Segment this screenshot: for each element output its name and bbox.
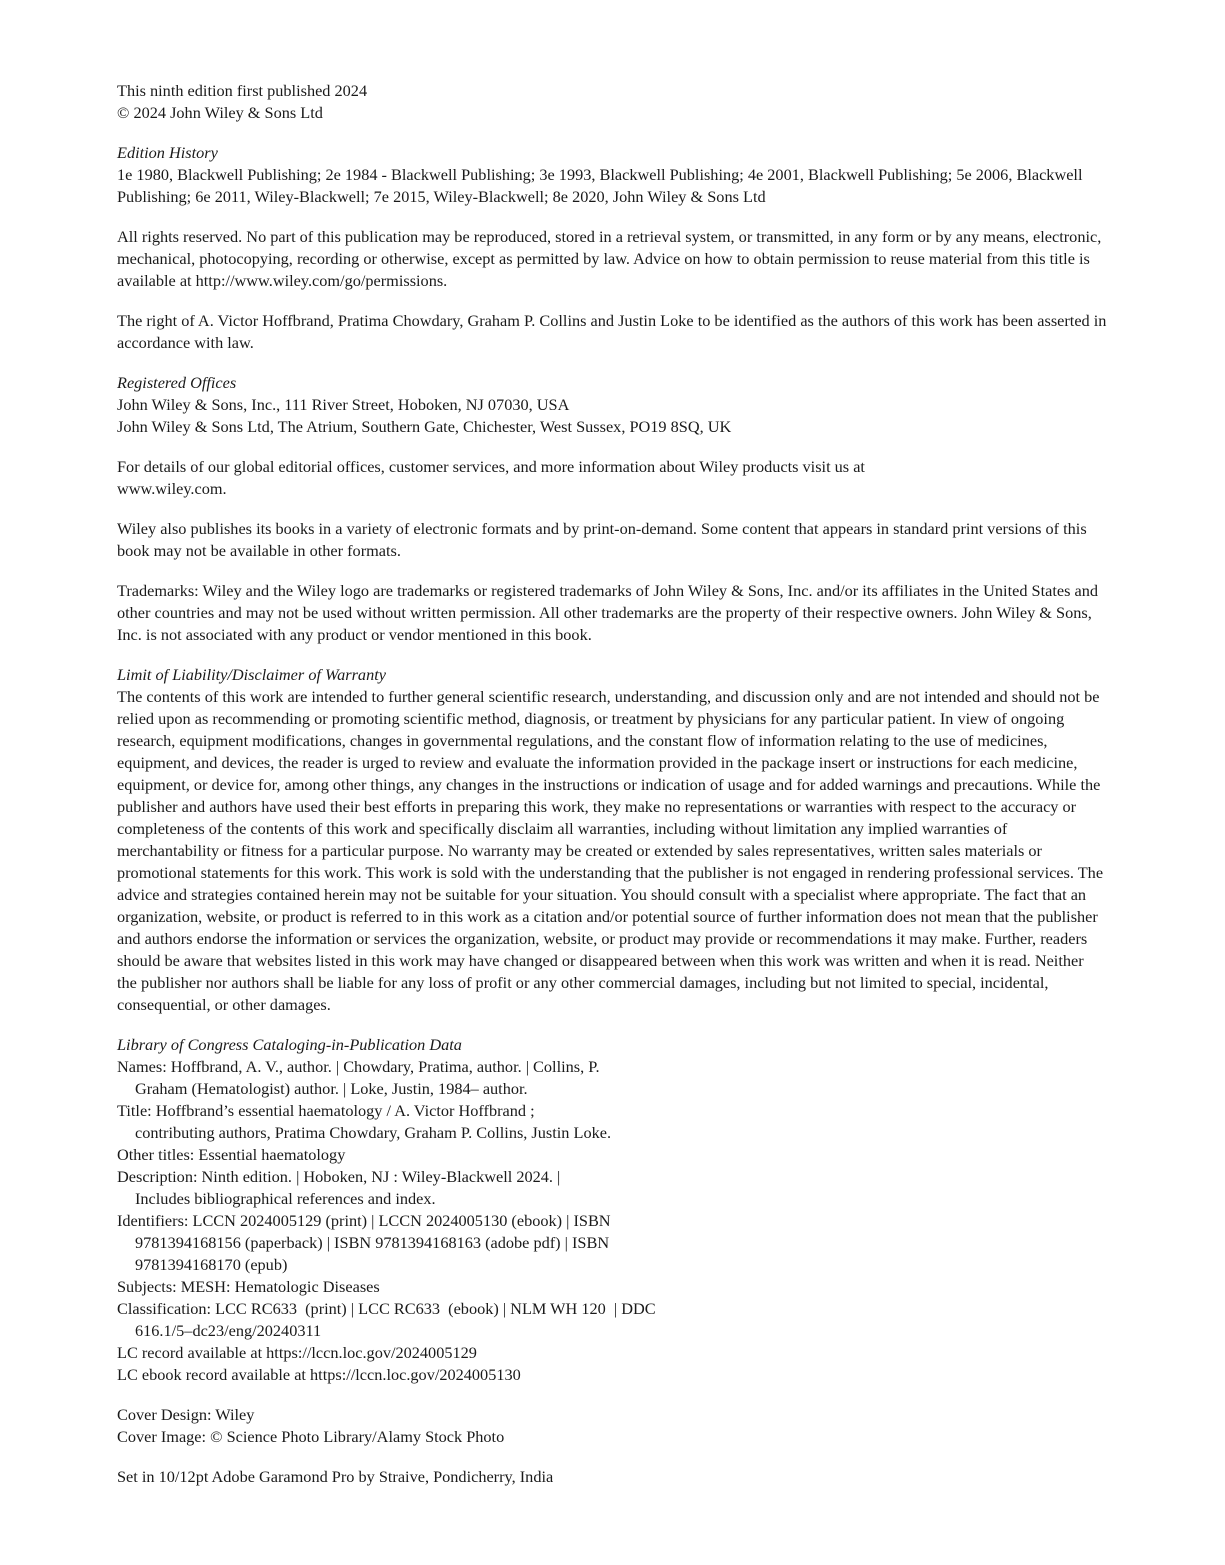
cip-title-cont: contributing authors, Pratima Chowdary, Graham P. Collins, Justin Loke. bbox=[135, 1123, 612, 1142]
trademarks-text: Trademarks: Wiley and the Wiley logo are trademarks or registered trademarks of John Wiley & Sons, Inc. and/or its affiliates in the United States and other countries and may not be used without written permission. All other trademarks are the property of their respective owners. John Wiley & Sons, Inc. is not associated with any product or vendor mentioned in this book. bbox=[117, 581, 1098, 644]
liability-heading: Limit of Liability/Disclaimer of Warranty bbox=[117, 665, 386, 684]
cip-subjects: Subjects: MESH: Hematologic Diseases bbox=[117, 1277, 380, 1296]
rights-text: All rights reserved. No part of this publication may be reproduced, stored in a retrieval system, or transmitted, in any form or by any means, electronic, mechanical, photocopying, recording or otherwise, except as permitted by law. Advice on how to obtain permission to reuse material from this title is available at http://www.wiley.com/go/permissions. bbox=[117, 227, 1102, 290]
registered-offices-block bbox=[117, 372, 1107, 438]
cover-design: Cover Design: Wiley bbox=[117, 1405, 255, 1424]
copyright-notice: © 2024 John Wiley & Sons Ltd bbox=[117, 103, 323, 122]
cip-lc-ebook-record: LC ebook record available at https://lccn.loc.gov/2024005130 bbox=[117, 1365, 521, 1384]
formats-text: Wiley also publishes its books in a variety of electronic formats and by print-on-demand. Some content that appears in standard print versions of this book may not be available in other formats. bbox=[117, 519, 1087, 560]
edition-block bbox=[117, 80, 1107, 124]
edition-history-text: 1e 1980, Blackwell Publishing; 2e 1984 - Blackwell Publishing; 3e 1993, Blackwell Publishing; 4e 2001, Blackwell Publishing; 5e 2006, Blackwell Publishing; 6e 2011, Wiley-Blackwell; 7e 2015, Wiley-Blackwell; 8e 2020, John Wiley & Sons Ltd bbox=[117, 165, 1083, 206]
liability-block bbox=[117, 664, 1107, 1016]
details-block bbox=[117, 456, 1107, 500]
trademarks-block bbox=[117, 580, 1107, 646]
authors-right-text: The right of A. Victor Hoffbrand, Pratima Chowdary, Graham P. Collins and Justin Loke to be identified as the authors of this work has been asserted in accordance with law. bbox=[117, 311, 1107, 352]
details-text: For details of our global editorial offices, customer services, and more information about Wiley products visit us at bbox=[117, 457, 865, 476]
cip-title: Title: Hoffbrand’s essential haematology / A. Victor Hoffbrand ; bbox=[117, 1101, 535, 1120]
cip-names-cont: Graham (Hematologist) author. | Loke, Justin, 1984– author. bbox=[135, 1079, 528, 1098]
registered-office-uk: John Wiley & Sons Ltd, The Atrium, Southern Gate, Chichester, West Sussex, PO19 8SQ, UK bbox=[117, 417, 732, 436]
cip-lc-record: LC record available at https://lccn.loc.gov/2024005129 bbox=[117, 1343, 477, 1362]
registered-office-usa: John Wiley & Sons, Inc., 111 River Street, Hoboken, NJ 07030, USA bbox=[117, 395, 570, 414]
cip-classification: Classification: LCC RC633 (print) | LCC RC633 (ebook) | NLM WH 120 | DDC bbox=[117, 1299, 656, 1318]
cip-heading: Library of Congress Cataloging-in-Publication Data bbox=[117, 1035, 462, 1054]
edition-first-published: This ninth edition first published 2024 bbox=[117, 81, 368, 100]
cip-other-titles: Other titles: Essential haematology bbox=[117, 1145, 346, 1164]
cover-block bbox=[117, 1404, 1107, 1448]
cip-identifiers-cont-2: 9781394168170 (epub) bbox=[135, 1255, 288, 1274]
formats-block bbox=[117, 518, 1107, 562]
copyright-page bbox=[117, 80, 1107, 1506]
cip-classification-cont: 616.1/5–dc23/eng/20240311 bbox=[135, 1321, 322, 1340]
cip-description-cont: Includes bibliographical references and index. bbox=[135, 1189, 436, 1208]
cip-identifiers: Identifiers: LCCN 2024005129 (print) | LCCN 2024005130 (ebook) | ISBN bbox=[117, 1211, 611, 1230]
cip-names: Names: Hoffbrand, A. V., author. | Chowdary, Pratima, author. | Collins, P. bbox=[117, 1057, 600, 1076]
cip-identifiers-cont-1: 9781394168156 (paperback) | ISBN 9781394168163 (adobe pdf) | ISBN bbox=[135, 1233, 610, 1252]
details-website: www.wiley.com. bbox=[117, 479, 227, 498]
edition-history-block bbox=[117, 142, 1107, 208]
edition-history-heading: Edition History bbox=[117, 143, 218, 162]
rights-block bbox=[117, 226, 1107, 292]
typeset-text: Set in 10/12pt Adobe Garamond Pro by Straive, Pondicherry, India bbox=[117, 1467, 554, 1486]
typeset-block bbox=[117, 1466, 1107, 1488]
cip-block bbox=[117, 1034, 1107, 1386]
cip-description: Description: Ninth edition. | Hoboken, NJ : Wiley-Blackwell 2024. | bbox=[117, 1167, 561, 1186]
liability-text: The contents of this work are intended to further general scientific research, understanding, and discussion only and are not intended and should not be relied upon as recommending or promoting scientific method, diagnosis, or treatment by physicians for any particular patient. In view of ongoing research, equipment modifications, changes in governmental regulations, and the constant flow of information relating to the use of medicines, equipment, and devices, the reader is urged to review and evaluate the information provided in the package insert or instructions for each medicine, equipment, or device for, among other things, any changes in the instructions or indication of usage and for added warnings and precautions. While the publisher and authors have used their best efforts in preparing this work, they make no representations or warranties with respect to the accuracy or completeness of the contents of this work and specifically disclaim all warranties, including without limitation any implied warranties of merchantability or fitness for a particular purpose. No warranty may be created or extended by sales representatives, written sales materials or promotional statements for this work. This work is sold with the understanding that the publisher is not engaged in rendering professional services. The advice and strategies contained herein may not be suitable for your situation. You should consult with a specialist where appropriate. The fact that an organization, website, or product is referred to in this work as a citation and/or potential source of further information does not mean that the publisher and authors endorse the information or services the organization, website, or product may provide or recommendations it may make. Further, readers should be aware that websites listed in this work may have changed or disappeared between when this work was written and when it is read. Neither the publisher nor authors shall be liable for any loss of profit or any other commercial damages, including but not limited to special, incidental, consequential, or other damages. bbox=[117, 687, 1104, 1014]
authors-right-block bbox=[117, 310, 1107, 354]
registered-offices-heading: Registered Offices bbox=[117, 373, 237, 392]
cover-image-credit: Cover Image: © Science Photo Library/Alamy Stock Photo bbox=[117, 1427, 505, 1446]
